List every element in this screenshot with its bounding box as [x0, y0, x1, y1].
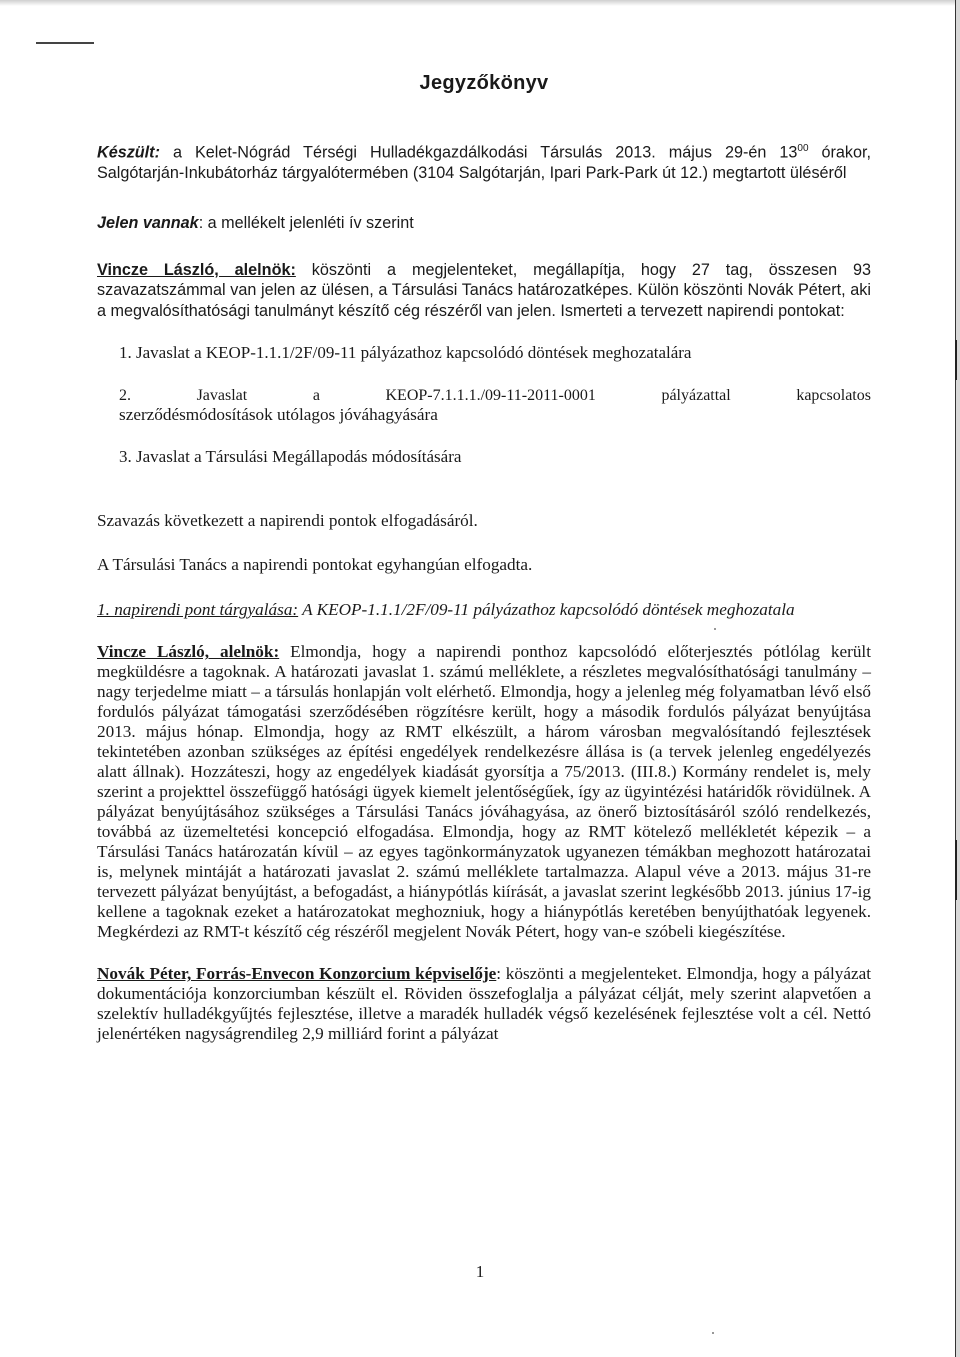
present-text: : a mellékelt jelenléti ív szerint [198, 214, 414, 233]
agenda-item-2-line-1 [119, 387, 871, 405]
agenda-item-2-word: Javaslat [196, 387, 248, 405]
agenda-item-2-code: KEOP-7.1.1.1./09-11-2011-0001 [385, 387, 596, 405]
page-number: 1 [475, 1262, 485, 1281]
scan-speck [712, 1332, 714, 1334]
page-title: Jegyzőkönyv [419, 72, 549, 94]
present-label: Jelen vannak [97, 214, 199, 233]
novak-paragraph [97, 964, 871, 1044]
intro-paragraph [97, 139, 871, 183]
agenda-item-2-word: a [312, 387, 320, 405]
opening-speaker: Vincze László, alelnök: [97, 260, 296, 279]
opening-paragraph [97, 260, 871, 322]
agenda-item-3: 3. Javaslat a Társulási Megállapodás módosítására [119, 447, 462, 467]
scan-margin-mark [955, 340, 957, 380]
agenda-item-2-word: kapcsolatos [796, 387, 871, 405]
intro-time-sup: 00 [797, 143, 809, 154]
agenda-item-1: 1. Javaslat a KEOP-1.1.1/2F/09-11 pályázathoz kapcsolódó döntések meghozatalára [119, 343, 692, 363]
agenda-item-2-word: pályázattal [661, 387, 731, 405]
intro-label: Készült: [97, 143, 160, 162]
first-point-label: 1. napirendi pont tárgyalása: [97, 600, 299, 620]
vote-text: Szavazás következett a napirendi pontok elfogadásáról. [97, 511, 478, 531]
novak-text: : köszönti a megjelenteket. Elmondja, hogy a pályázat dokumentációja konzorciumban készült el. Röviden összefoglalja a pályázat célját, mely szerint alapvetően a szelektív hulladékgyűjtés fejlesztése, illetve a maradék hulladék végső kezelésének fejlesztése volt a cél. Nettó jelenértéken nagyságrendileg 2,9 milliárd forint a pályázat [97, 964, 871, 1044]
first-point-subject: A KEOP-1.1.1/2F/09-11 pályázathoz kapcsolódó döntések meghozatala [298, 600, 795, 620]
vincze-paragraph [97, 642, 871, 942]
scan-margin-mark [955, 840, 957, 900]
novak-speaker: Novák Péter, Forrás-Envecon Konzorcium képviselője [97, 964, 497, 984]
intro-text: a Kelet-Nógrád Térségi Hulladékgazdálkodási Társulás 2013. május 29-én 13 [159, 143, 798, 162]
agenda-item-2 [119, 387, 871, 425]
document-page [97, 60, 871, 1044]
vincze-text: Elmondja, hogy a napirendi ponthoz kapcsolódó előterjesztés pótlólag került megküldésre a tagoknak. A határozati javaslat 1. számú melléklete, a részletes megvalósíthatósági tanulmány – nagy terjedelme miatt – a társulás honlapján volt elérhető. Elmondja, hogy a jelenleg még folyamatban lévő első fordulós pályázat támogatási szerződésében rögzítésre került, hogy a második fordulós pályázat benyújtása 2013. május hónap. Elmondja, hogy az RMT elkészült, a három városban megvalósítandó fejlesztések tekintetében azonban szükséges az építési engedélyek rendelkezésre állása is (a tervek jelenleg engedélyezés alatt állnak). Hozzáteszi, hogy az engedélyek kiadását gyorsítja a 75/2013. (III.8.) Kormány rendelet is, mely szerint a projekttel összefüggő hatósági ügyek kiemelt jelentőségűek, így az ügyintézési határidők rövidülnek. A pályázat benyújtásához szükséges a Társulási Tanács jóváhagyása, az önerő biztosításáról szóló rendelkezés, továbbá az üzemeltetési koncepció elfogadása. Elmondja, hogy az RMT kötelező mellékletét képezik – a Társulási Tanács határozatán kívül – az egyes tagönkormányzatok ugyanezen témákban meghozott határozatai is, melynek mintáját a határozati javaslat 2. számú melléklete tartalmazza. Alapul véve a 2013. május 31-re tervezett pályázat benyújtást, a befogadást, a hiánypótlás kiírását, a javaslat szerint legkésőbb 2013. június 17-ig kellene a tagoknak ezeket a határozatokat meghozniuk, hogy a hiánypótlás keretében benyújthatóak legyenek. Megkérdezi az RMT-t készítő cég részéről megjelent Novák Pétert, hogy van-e szóbeli kiegészítése. [97, 642, 871, 942]
accepted-text: A Társulási Tanács a napirendi pontokat egyhangúan elfogadta. [97, 555, 533, 575]
scan-mark [36, 42, 94, 44]
scan-right-line [955, 0, 956, 1357]
agenda-item-2-number: 2. [119, 387, 131, 405]
first-point-heading [97, 600, 871, 620]
agenda-item-2-line-2: szerződésmódosítások utólagos jóváhagyására [119, 405, 438, 425]
opening-text: köszönti a megjelenteket, megállapítja, hogy 27 tag, összesen 93 szavazatszámmal van jelen az ülésen, a Társulási Tanács határozatképes. Külön köszönti Novák Pétert, aki a megvalósíthatósági tanulmányt készítő cég részéről van jelen. Ismerteti a tervezett napirendi pontokat: [97, 260, 871, 320]
present-paragraph [97, 213, 871, 234]
intro-text-end: órakor, Salgótarján-Inkubátorház tárgyalótermében (3104 Salgótarján, Ipari Park-Park út 12.) megtartott üléséről [97, 143, 872, 182]
vincze-speaker: Vincze László, alelnök: [97, 642, 280, 662]
scan-top-edge [0, 0, 960, 6]
